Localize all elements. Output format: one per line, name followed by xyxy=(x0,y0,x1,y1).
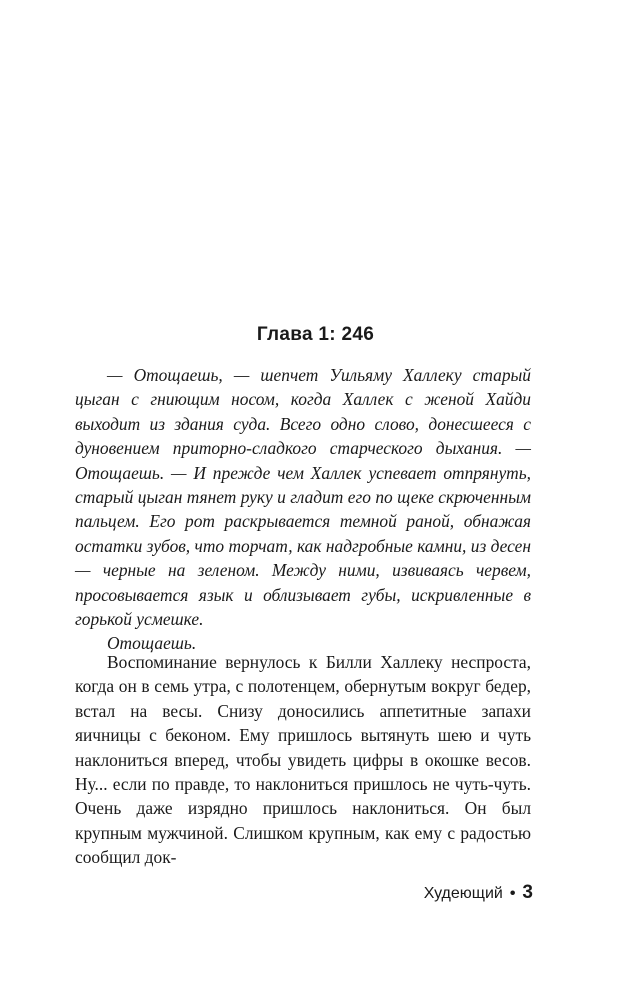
body-paragraph: Воспоминание вернулось к Билли Халлеку неспроста, когда он в семь утра, с полотенцем, обернутым вокруг бедер, встал на весы. Снизу доносились аппетитные запахи яичницы с беконом. Ему пришлось вытянуть шею и чуть наклониться вперед, чтобы увидеть цифры в окошке весов. Ну... если по правде, то наклониться пришлось не чуть-чуть. Очень даже изрядно пришлось наклониться. Он был крупным мужчиной. Слишком крупным, как ему с радостью сообщил док- xyxy=(75,652,531,868)
bullet-separator: • xyxy=(509,885,516,902)
page-footer xyxy=(424,882,533,904)
epigraph-paragraph: Отощаешь. xyxy=(107,633,197,654)
epigraph-paragraph: — Отощаешь, — шепчет Уильяму Халлеку старый цыган с гниющим носом, когда Халлек с женой Хайди выходит из здания суда. Всего одно слово, донесшееся с дуновением приторно-сладкого старческого дыхания. — Отощаешь. — И прежде чем Халлек успевает отпрянуть, старый цыган тянет руку и гладит его по щеке скрюченным пальцем. Его рот раскрывается темной раной, обнажая остатки зубов, что торчат, как надгробные камни, из десен — черные на зеленом. Между ними, извиваясь червем, просовывается язык и облизывает губы, искривленные в горькой усмешке. xyxy=(75,365,531,630)
main-text xyxy=(75,650,531,870)
chapter-title: Глава 1: 246 xyxy=(256,324,375,345)
running-title: Худеющий xyxy=(423,885,503,902)
page-number: 3 xyxy=(522,882,533,903)
italic-epigraph xyxy=(75,363,531,656)
